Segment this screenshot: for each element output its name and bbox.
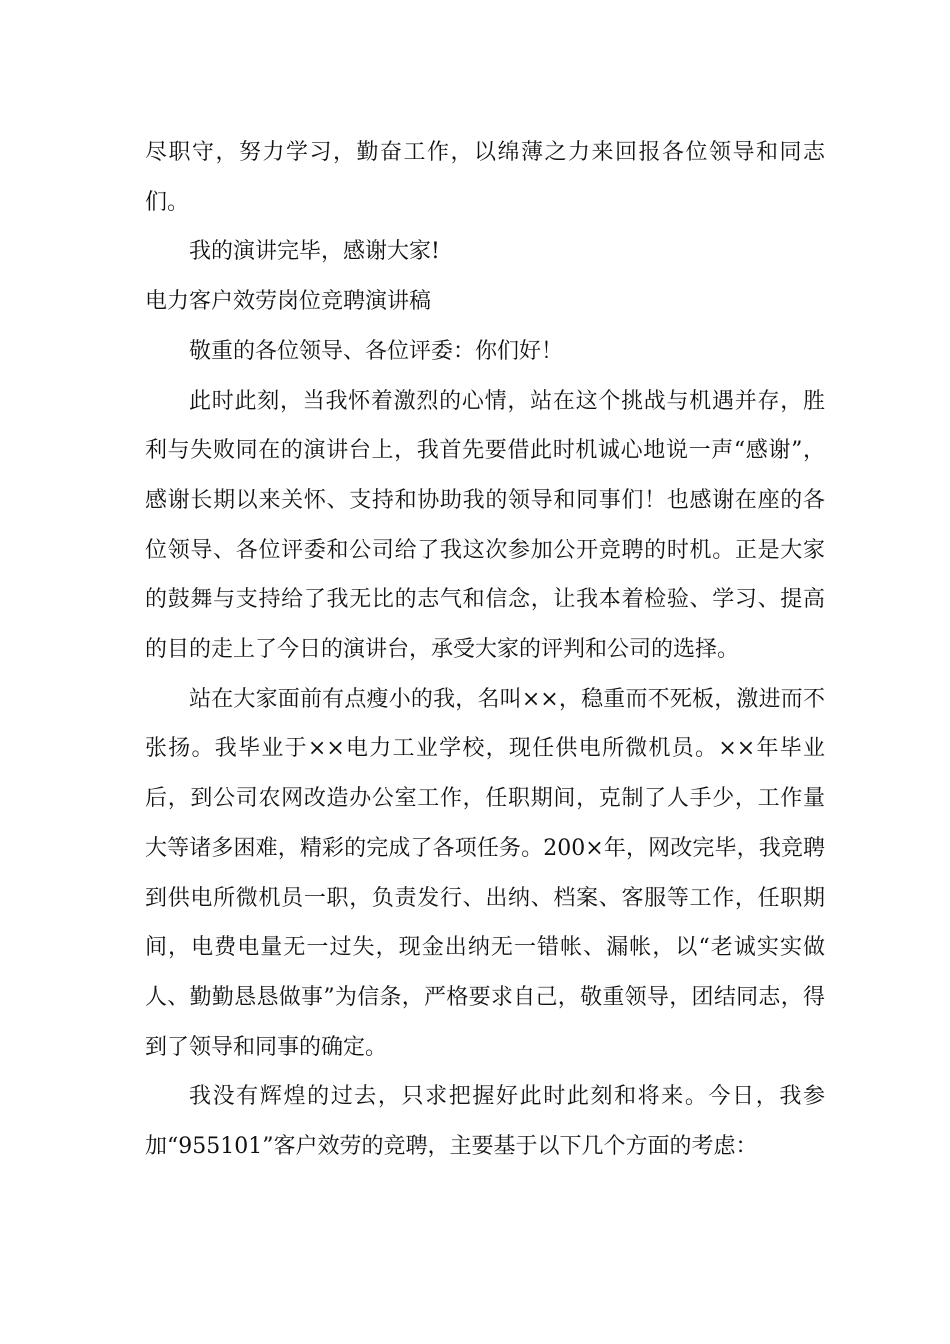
paragraph-self-introduction: 站在大家面前有点瘦小的我，名叫××，稳重而不死板，激进而不张扬。我毕业于××电力工业学校，现任供电所微机员。××年毕业后，到公司农网改造办公室工作，任职期间，克制了人手少，工作量大等诸多困难，精彩的完成了各项任务。200×年，网改完毕，我竞聘到供电所微机员一职，负责发行、出纳、档案、客服等工作，任职期间，电费电量无一过失，现金出纳无一错帐、漏帐，以“老诚实实做人、勤勤恳恳做事”为信条，严格要求自己，敬重领导，团结同志，得到了领导和同事的确定。 (145, 686, 825, 1060)
paragraph-salutation: 敬重的各位领导、各位评委：你们好！ (189, 338, 564, 364)
paragraph-continuation: 尽职守，努力学习，勤奋工作，以绵薄之力来回报各位领导和同志们。 (145, 140, 825, 215)
paragraph-closing: 我的演讲完毕，感谢大家! (189, 239, 440, 265)
document-body (145, 128, 825, 1172)
paragraph-motivation: 我没有辉煌的过去，只求把握好此时此刻和将来。今日，我参加“955101”客户效劳的竞聘，主要基于以下几个方面的考虑： (145, 1084, 825, 1160)
paragraph-opening: 此时此刻，当我怀着激烈的心情，站在这个挑战与机遇并存，胜利与失败同在的演讲台上，我首先要借此时机诚心地说一声“感谢”，感谢长期以来关怀、支持和协助我的领导和同事们！也感谢在座的各位领导、各位评委和公司给了我这次参加公开竞聘的时机。正是大家的鼓舞与支持给了我无比的志气和信念，让我本着检验、学习、提高的目的走上了今日的演讲台，承受大家的评判和公司的选择。 (145, 388, 825, 663)
section-title: 电力客户效劳岗位竞聘演讲稿 (145, 289, 432, 315)
